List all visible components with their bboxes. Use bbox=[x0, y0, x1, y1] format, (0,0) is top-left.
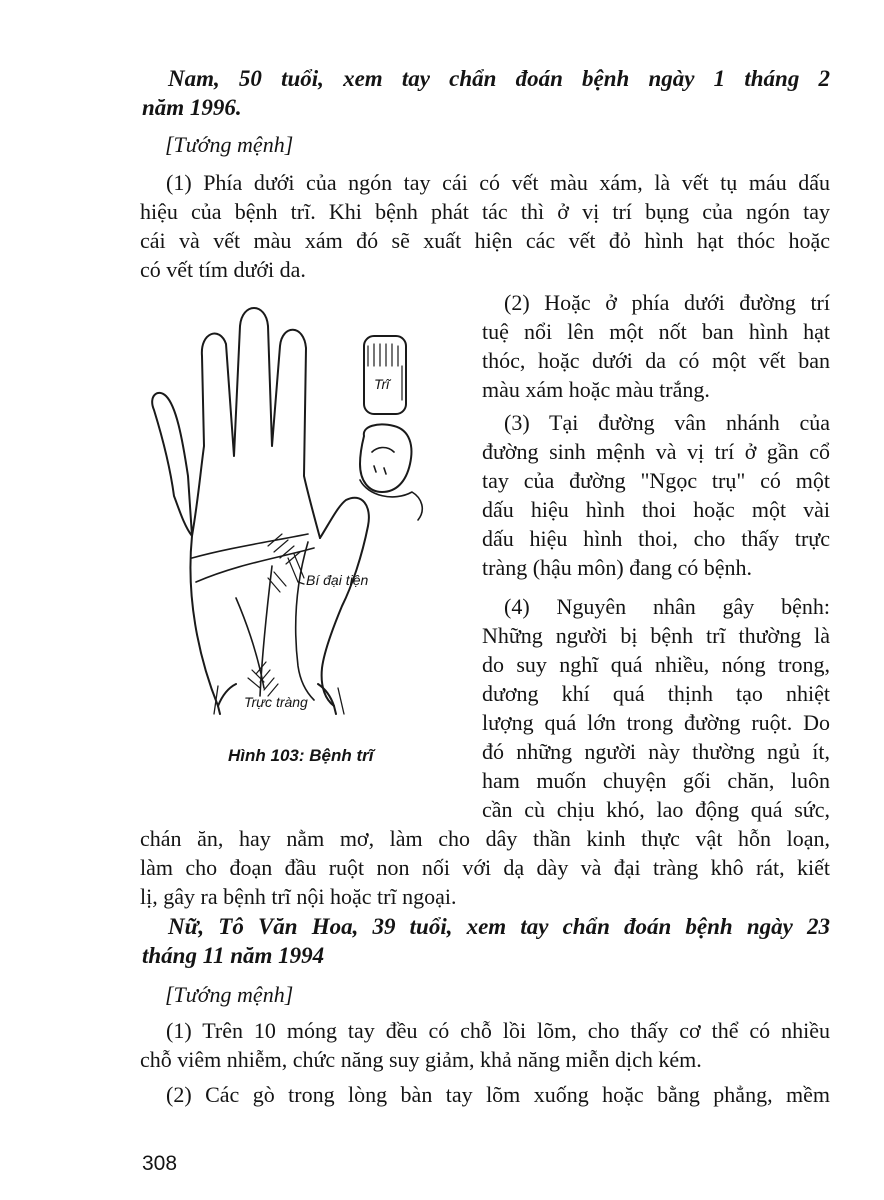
palm-figure bbox=[148, 296, 468, 796]
section1-paragraph-4-continued bbox=[140, 824, 830, 911]
paragraph-line: do suy nghĩ quá nhiều, nóng trong, bbox=[482, 652, 830, 677]
paragraph-line: (3) Tại đường vân nhánh của bbox=[504, 410, 830, 435]
section1-paragraph-3 bbox=[482, 408, 830, 582]
section2-heading bbox=[142, 912, 830, 970]
paragraph-line: lượng quá lớn trong đường ruột. Do bbox=[482, 710, 830, 735]
section1-heading bbox=[142, 64, 830, 122]
section2-paragraph-2 bbox=[140, 1080, 830, 1109]
paragraph-line: đó những người này thường ngủ ít, bbox=[482, 739, 830, 764]
section2-tag: [Tướng mệnh] bbox=[165, 982, 294, 1007]
paragraph-line: đường sinh mệnh và vị trí ở gần cổ bbox=[482, 439, 830, 464]
paragraph-line: (1) Phía dưới của ngón tay cái có vết màu xám, là vết tụ máu dấu bbox=[166, 170, 830, 195]
section2-paragraph-1 bbox=[140, 1016, 830, 1074]
page-number: 308 bbox=[142, 1152, 178, 1175]
palm-illustration bbox=[148, 296, 468, 796]
paragraph-line: tràng (hậu môn) đang có bệnh. bbox=[482, 555, 753, 580]
paragraph-line: làm cho đoạn đầu ruột non nối với dạ dày và đại tràng khô rát, kiết bbox=[140, 855, 830, 880]
paragraph-line: tuệ nổi lên một nốt ban hình hạt bbox=[482, 319, 830, 344]
branch-line bbox=[236, 598, 264, 688]
figure-caption: Hình 103: Bệnh trĩ bbox=[228, 746, 374, 765]
palm-outline bbox=[152, 308, 320, 706]
paragraph-line: cần cù chịu khó, lao động quá sức, bbox=[482, 797, 830, 822]
paragraph-line: màu xám hoặc màu trắng. bbox=[482, 377, 710, 402]
paragraph-line: dương khí quá thịnh tạo nhiệt bbox=[482, 681, 830, 706]
section1-paragraph-2 bbox=[482, 288, 830, 404]
section1-paragraph-1 bbox=[140, 168, 830, 284]
paragraph-line: cái và vết màu xám đó sẽ xuất hiện các vết đỏ hình hạt thóc hoặc bbox=[140, 228, 830, 253]
paragraph-line: hiệu của bệnh trĩ. Khi bệnh phát tác thì ở vị trí bụng của ngón tay bbox=[140, 199, 830, 224]
paragraph-line: (1) Trên 10 móng tay đều có chỗ lồi lõm, cho thấy cơ thể có nhiều bbox=[166, 1018, 830, 1043]
paragraph-line: (4) Nguyên nhân gây bệnh: bbox=[504, 594, 830, 619]
label-truc-trang: Trực tràng bbox=[244, 694, 308, 710]
paragraph-line: tay của đường "Ngọc trụ" có một bbox=[482, 468, 830, 493]
thumb-outline bbox=[320, 498, 369, 706]
thumb-tip-mark bbox=[372, 448, 394, 475]
section2-heading-line-2: tháng 11 năm 1994 bbox=[142, 943, 325, 968]
paragraph-line: chỗ viêm nhiễm, chức năng suy giảm, khả năng miễn dịch kém. bbox=[140, 1047, 702, 1072]
fingernail-shape bbox=[364, 336, 406, 414]
paragraph-line: chán ăn, hay nằm mơ, làm cho dây thần kinh thực vật hỗn loạn, bbox=[140, 826, 830, 851]
section1-heading-line-2: năm 1996. bbox=[142, 95, 242, 120]
paragraph-line: thóc, hoặc dưới da có một vết ban bbox=[482, 348, 830, 373]
section1-tag: [Tướng mệnh] bbox=[165, 132, 294, 157]
paragraph-line: dấu hiệu hình thoi hoặc một vài bbox=[482, 497, 830, 522]
paragraph-line: có vết tím dưới da. bbox=[140, 257, 306, 282]
section1-heading-line-1: Nam, 50 tuổi, xem tay chẩn đoán bệnh ngày 1 tháng 2 bbox=[168, 66, 830, 91]
label-bi-dai-tien: Bí đại tiện bbox=[306, 572, 369, 588]
thumb-tip-outline bbox=[360, 424, 411, 492]
paragraph-line: (2) Các gò trong lòng bàn tay lõm xuống hoặc bằng phẳng, mềm bbox=[166, 1082, 830, 1107]
paragraph-line: lị, gây ra bệnh trĩ nội hoặc trĩ ngoại. bbox=[140, 884, 457, 909]
paragraph-line: dấu hiệu hình thoi, cho thấy trực bbox=[482, 526, 830, 551]
label-tri: Trĩ bbox=[374, 376, 390, 392]
paragraph-line: ham muốn chuyện gối chăn, luôn bbox=[482, 768, 830, 793]
paragraph-line: Những người bị bệnh trĩ thường là bbox=[482, 623, 830, 648]
section2-heading-line-1: Nữ, Tô Văn Hoa, 39 tuổi, xem tay chẩn đoán bệnh ngày 23 bbox=[168, 914, 830, 939]
paragraph-line: (2) Hoặc ở phía dưới đường trí bbox=[504, 290, 830, 315]
section1-paragraph-4 bbox=[482, 592, 830, 824]
